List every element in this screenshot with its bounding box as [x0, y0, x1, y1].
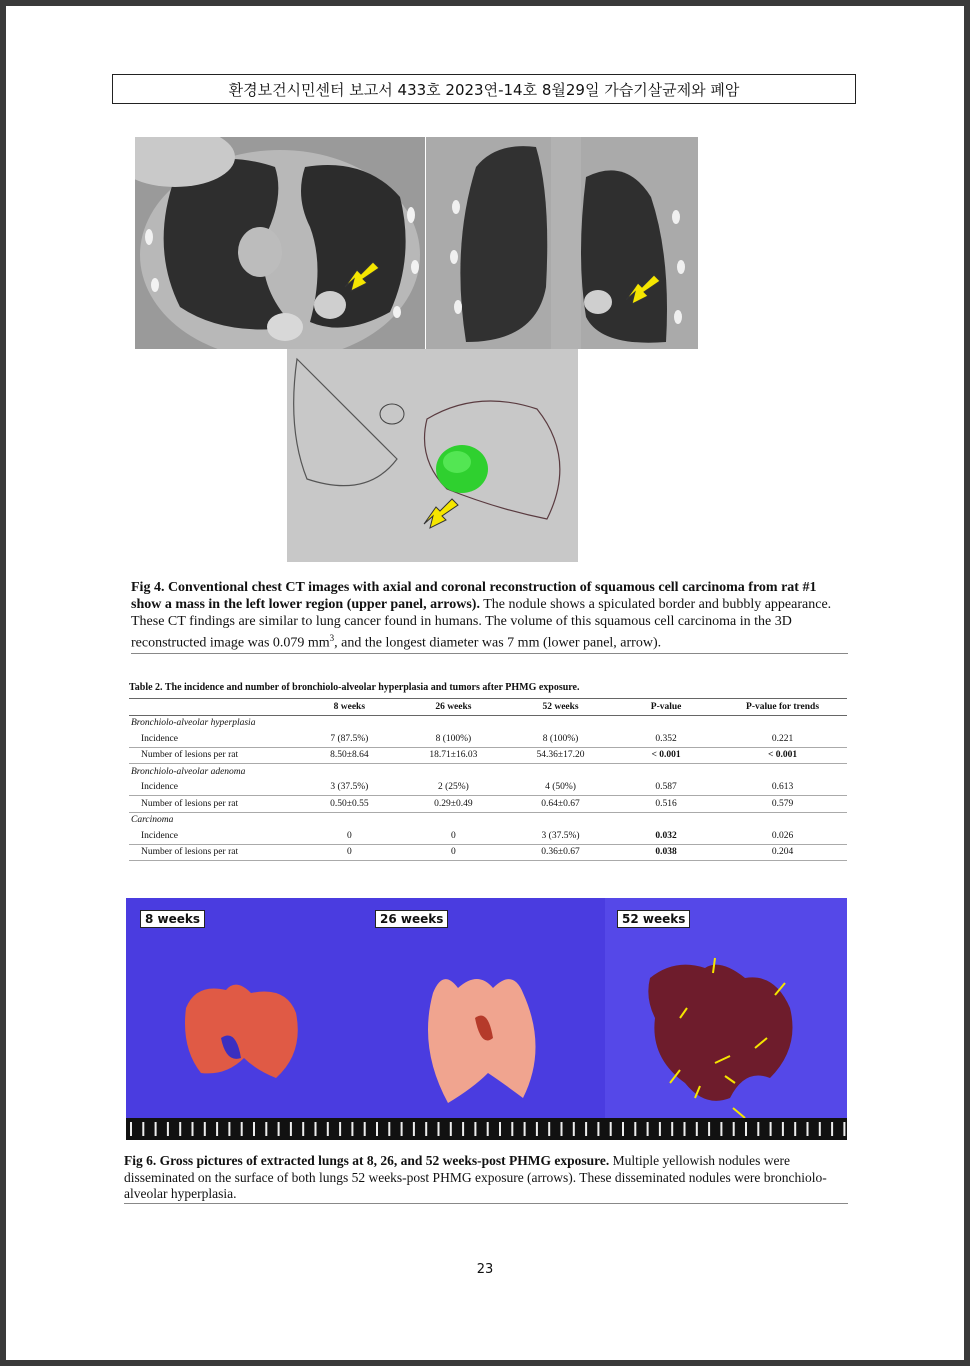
ruler-tick — [179, 1122, 181, 1136]
fig6-caption-bold: Fig 6. Gross pictures of extracted lungs at 8, 26, and 52 weeks-post PHMG exposure. — [124, 1153, 610, 1168]
table2-cell: 0.587 — [614, 780, 718, 796]
table-row — [129, 747, 847, 764]
ruler-tick — [376, 1122, 378, 1136]
panel-label-26-weeks: 26 weeks — [375, 910, 448, 928]
table2-column-header: 26 weeks — [400, 699, 507, 716]
ruler-tick — [253, 1122, 255, 1136]
table-row — [129, 844, 847, 861]
table2-cell: 0.36±0.67 — [507, 844, 614, 861]
table2-cell: 0.613 — [718, 780, 847, 796]
fig4-caption-bold: Fig 4. Conventional chest CT images with axial and coronal reconstruction of squamous cell carcinoma from rat #1 show a mass in the left lower region (upper panel, arrows). — [131, 580, 817, 612]
table-row — [129, 731, 847, 747]
table2-cell: 4 (50%) — [507, 780, 614, 796]
ruler-tick — [228, 1122, 230, 1136]
table2-group-label: Bronchiolo-alveolar adenoma — [131, 766, 246, 777]
table2-cell: 0.516 — [614, 796, 718, 813]
ruler-tick — [843, 1122, 845, 1136]
table2-column-header: P-value — [614, 699, 718, 716]
table2-cell: 8.50±8.64 — [299, 747, 400, 764]
ct-coronal-graphic — [426, 137, 698, 349]
ruler-tick — [696, 1122, 698, 1136]
ruler-tick — [708, 1122, 710, 1136]
table2-group-row — [129, 764, 847, 780]
panel-label-52-weeks: 52 weeks — [617, 910, 690, 928]
ruler-tick — [265, 1122, 267, 1136]
table2-cell: 0.50±0.55 — [299, 796, 400, 813]
ruler-tick — [302, 1122, 304, 1136]
ruler-tick — [327, 1122, 329, 1136]
ruler-tick — [351, 1122, 353, 1136]
table2-row-label: Number of lesions per rat — [129, 747, 299, 764]
ruler-tick — [142, 1122, 144, 1136]
table2-cell: 0.579 — [718, 796, 847, 813]
table2-cell: 8 (100%) — [507, 731, 614, 747]
table2-header-row — [129, 699, 847, 716]
table2-row-label: Incidence — [129, 780, 299, 796]
ruler-tick — [573, 1122, 575, 1136]
table2-cell: < 0.001 — [614, 747, 718, 764]
ruler-tick — [401, 1122, 403, 1136]
ruler-tick — [413, 1122, 415, 1136]
ruler-tick — [794, 1122, 796, 1136]
table-row — [129, 780, 847, 796]
lung-52-weeks-graphic — [605, 898, 847, 1140]
ruler-tick — [474, 1122, 476, 1136]
table2-title: Table 2. The incidence and number of bronchiolo-alveolar hyperplasia and tumors after PHMG exposure. — [129, 682, 580, 693]
ruler-tick — [425, 1122, 427, 1136]
ruler-tick — [130, 1122, 132, 1136]
ruler-tick — [622, 1122, 624, 1136]
table2-cell: 0 — [400, 844, 507, 861]
report-header — [112, 74, 856, 104]
table2 — [129, 698, 847, 861]
ruler-tick — [364, 1122, 366, 1136]
ruler-tick — [438, 1122, 440, 1136]
panel-8-weeks — [126, 898, 363, 1140]
fig4-caption-superscript: 3 — [329, 633, 335, 643]
ruler-tick — [548, 1122, 550, 1136]
fig6-caption — [124, 1153, 848, 1203]
fig4-caption — [131, 579, 847, 652]
ruler-tick — [204, 1122, 206, 1136]
ct-axial-image — [135, 137, 425, 349]
page-number: 23 — [476, 1262, 494, 1277]
table2-cell: 0.026 — [718, 828, 847, 844]
table2-column-header: 8 weeks — [299, 699, 400, 716]
table2-row-label: Incidence — [129, 731, 299, 747]
table2-row-label: Number of lesions per rat — [129, 796, 299, 813]
table2-cell: 8 (100%) — [400, 731, 507, 747]
table2-cell: 0.032 — [614, 828, 718, 844]
table2-cell: 3 (37.5%) — [299, 780, 400, 796]
panel-26-weeks — [363, 898, 605, 1140]
table2-cell: 0 — [299, 844, 400, 861]
ruler-tick — [241, 1122, 243, 1136]
ruler-tick — [782, 1122, 784, 1136]
table2-cell: 3 (37.5%) — [507, 828, 614, 844]
ruler-tick — [831, 1122, 833, 1136]
panel-52-weeks — [605, 898, 847, 1140]
ruler-tick — [659, 1122, 661, 1136]
ruler-tick — [499, 1122, 501, 1136]
ruler-tick — [511, 1122, 513, 1136]
table2-group-row — [129, 715, 847, 731]
fig6-caption-text: Multiple yellowish nodules were disseminated on the surface of both lungs 52 weeks-post PHMG exposure (arrows). These disseminated nodules were bronchiolo-alveolar hyperplasia. — [124, 1153, 827, 1201]
scale-ruler — [126, 1118, 847, 1140]
ruler-tick — [647, 1122, 649, 1136]
ruler-tick — [388, 1122, 390, 1136]
ruler-tick — [684, 1122, 686, 1136]
ruler-tick — [770, 1122, 772, 1136]
table2-cell: 0 — [299, 828, 400, 844]
ruler-ticks — [126, 1118, 847, 1140]
table2-cell: < 0.001 — [718, 747, 847, 764]
ruler-tick — [807, 1122, 809, 1136]
ruler-tick — [610, 1122, 612, 1136]
table2-cell: 0.64±0.67 — [507, 796, 614, 813]
table2-cell: 0.29±0.49 — [400, 796, 507, 813]
table2-cell: 0 — [400, 828, 507, 844]
ruler-tick — [315, 1122, 317, 1136]
ruler-tick — [757, 1122, 759, 1136]
table2-column-header: 52 weeks — [507, 699, 614, 716]
ruler-tick — [819, 1122, 821, 1136]
panel-label-8-weeks: 8 weeks — [140, 910, 205, 928]
ruler-tick — [634, 1122, 636, 1136]
fig6-caption-rule — [124, 1203, 848, 1204]
ruler-tick — [524, 1122, 526, 1136]
ct-3d-graphic — [287, 349, 578, 562]
ruler-tick — [290, 1122, 292, 1136]
ruler-tick — [536, 1122, 538, 1136]
table-row — [129, 828, 847, 844]
table2-cell: 0.204 — [718, 844, 847, 861]
table2-row-label: Incidence — [129, 828, 299, 844]
ruler-tick — [192, 1122, 194, 1136]
ruler-tick — [585, 1122, 587, 1136]
table2-cell: 7 (87.5%) — [299, 731, 400, 747]
ruler-tick — [155, 1122, 157, 1136]
ct-axial-graphic — [135, 137, 425, 349]
ruler-tick — [745, 1122, 747, 1136]
lung-26-weeks-graphic — [363, 898, 605, 1140]
ct-3d-reconstruction-image — [287, 349, 578, 562]
ruler-tick — [450, 1122, 452, 1136]
table2-cell: 18.71±16.03 — [400, 747, 507, 764]
table-row — [129, 796, 847, 813]
report-header-text: 환경보건시민센터 보고서 433호 2023연-14호 8월29일 가습기살균제와 폐암 — [228, 80, 740, 99]
table2-cell: 54.36±17.20 — [507, 747, 614, 764]
table2-group-row — [129, 812, 847, 828]
table2-group-label: Carcinoma — [131, 815, 174, 826]
ruler-tick — [561, 1122, 563, 1136]
table2-column-header — [129, 699, 299, 716]
ruler-tick — [216, 1122, 218, 1136]
ct-coronal-image — [426, 137, 698, 349]
fig4-caption-rule — [131, 653, 848, 654]
table2-row-label: Number of lesions per rat — [129, 844, 299, 861]
ruler-tick — [462, 1122, 464, 1136]
ruler-tick — [597, 1122, 599, 1136]
fig6-gross-pictures — [126, 898, 847, 1140]
ruler-tick — [720, 1122, 722, 1136]
fig4-caption-text-end: , and the longest diameter was 7 mm (lower panel, arrow). — [334, 635, 662, 651]
ruler-tick — [278, 1122, 280, 1136]
ruler-tick — [339, 1122, 341, 1136]
ruler-tick — [671, 1122, 673, 1136]
table2-cell: 0.352 — [614, 731, 718, 747]
ruler-tick — [167, 1122, 169, 1136]
ruler-tick — [487, 1122, 489, 1136]
table2-cell: 2 (25%) — [400, 780, 507, 796]
fig4-caption-text: The nodule shows a spiculated border and bubbly appearance. These CT findings are similar to lung cancer found in humans. The volume of this squamous cell carcinoma in the 3D reconstructed image was 0.079 mm — [131, 597, 832, 651]
table2-column-header: P-value for trends — [718, 699, 847, 716]
ruler-tick — [733, 1122, 735, 1136]
table2-group-label: Bronchiolo-alveolar hyperplasia — [131, 718, 256, 729]
table2-cell: 0.221 — [718, 731, 847, 747]
lung-8-weeks-graphic — [126, 898, 363, 1140]
table2-cell: 0.038 — [614, 844, 718, 861]
document-page — [6, 6, 964, 1360]
